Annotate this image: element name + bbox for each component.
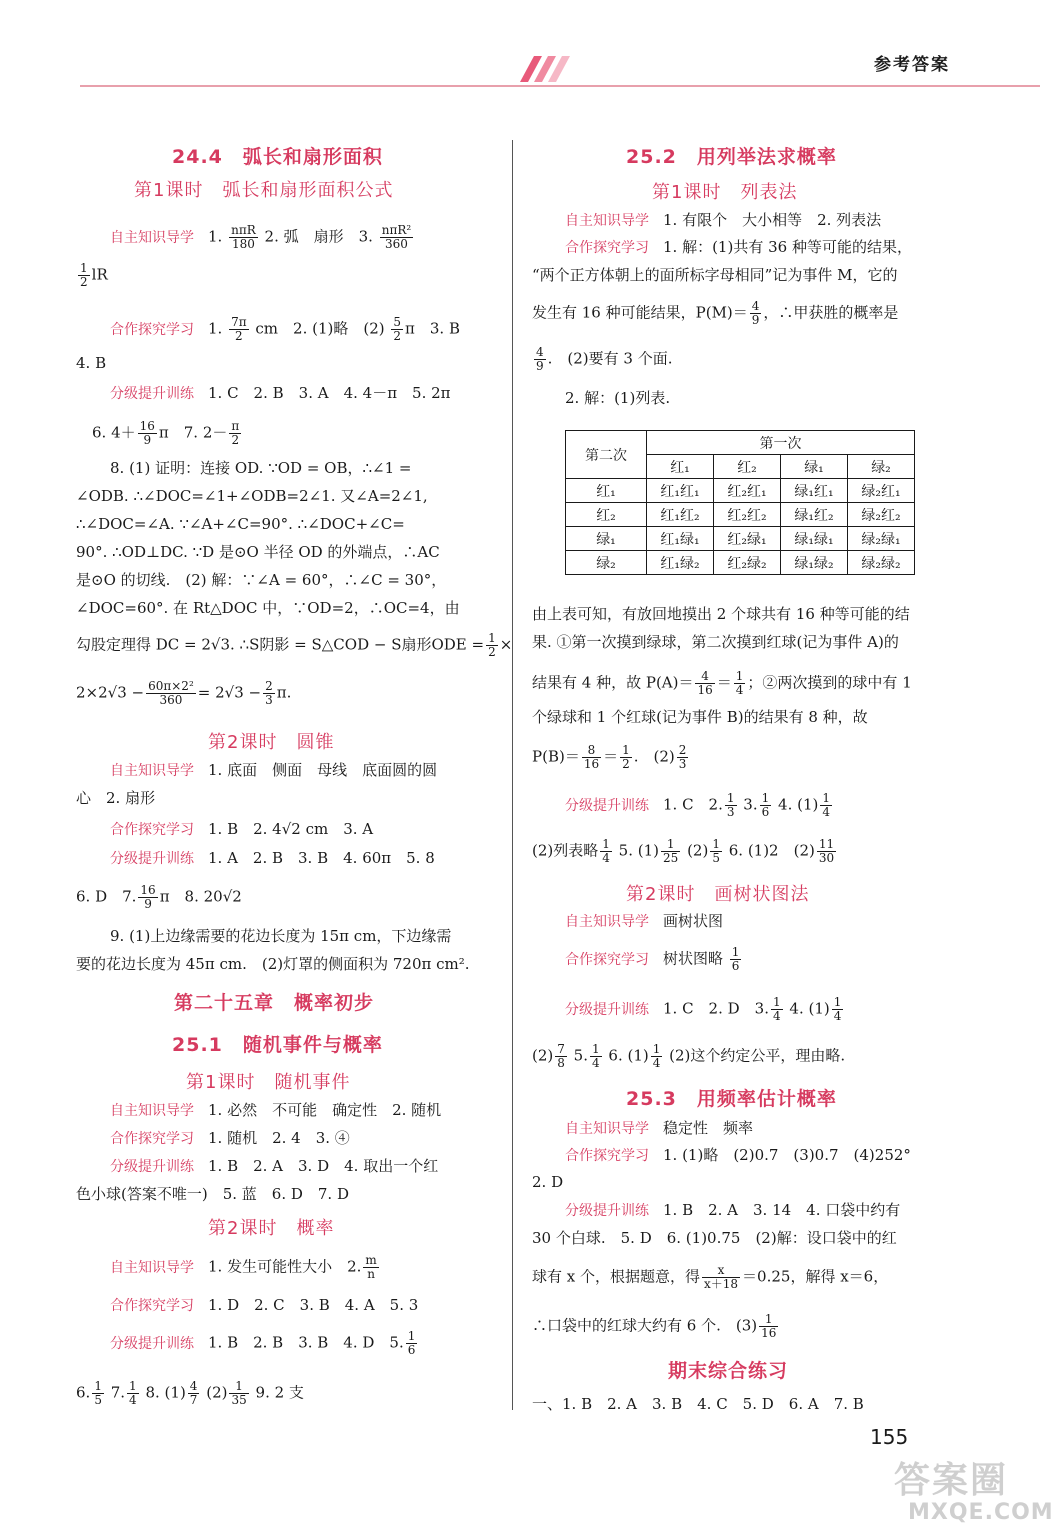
solution-line: P(B)＝ $\frac{8}{16}$ ＝ $\frac{1}{2}$ . (2) $\frac{2}{3}$ <box>532 743 687 771</box>
label-hezuo: 合作探究学习 <box>110 1298 194 1314</box>
solution-line: ∴口袋中的红球大约有 6 个. (3) $\frac{1}{16}$ <box>532 1312 777 1340</box>
answer-line: 一、1. B 2. A 3. B 4. C 5. D 6. A 7. B <box>532 1395 864 1413</box>
answer-line: 合作探究学习 1. D 2. C 3. B 4. A 5. 3 <box>110 1296 419 1314</box>
answer-line: 分级提升训练 1. A 2. B 3. B 4. 60π 5. 8 <box>110 849 435 867</box>
solution-line: 由上表可知，有放回地摸出 2 个球共有 16 种等可能的结 <box>532 605 910 623</box>
answer-line: 心 2. 扇形 <box>76 789 156 807</box>
answer-line: 自主知识导学 1. 必然 不可能 确定性 2. 随机 <box>110 1101 442 1119</box>
table-cell: 绿₁红₁ <box>781 479 848 503</box>
answer-line: 自主知识导学 1. 发生可能性大小 2. $\frac{m}{n}$ <box>110 1253 377 1281</box>
label-zizhu: 自主知识导学 <box>565 213 649 229</box>
table-row <box>566 503 915 527</box>
solution-line: “两个正方体朝上的面所标字母相同”记为事件 M，它的 <box>532 266 898 284</box>
solution-line: 个绿球和 1 个红球(记为事件 B)的结果有 8 种，故 <box>532 708 868 726</box>
answer-line: 分级提升训练 1. B 2. B 3. B 4. D 5. $\frac{1}{6}$ <box>110 1329 416 1357</box>
table-cell: 绿₁绿₂ <box>781 551 848 575</box>
label-fenji: 分级提升训练 <box>110 1335 194 1352</box>
table-cell: 绿₂绿₂ <box>848 551 915 575</box>
label-hezuo: 合作探究学习 <box>110 822 194 838</box>
answer-line: 合作探究学习 1. (1)略 (2)0.7 (3)0.7 (4)252° <box>565 1146 911 1164</box>
section-title-24-4: 24.4 弧长和扇形面积 <box>172 146 383 168</box>
table-col-header: 绿₂ <box>848 455 915 479</box>
table-cell: 绿₂红₂ <box>848 503 915 527</box>
answer-line: 自主知识导学 稳定性 频率 <box>565 1119 754 1137</box>
column-divider <box>512 140 513 1410</box>
solution-line: 果. ①第一次摸到绿球，第二次摸到红球(记为事件 A)的 <box>532 633 899 651</box>
label-zizhu: 自主知识导学 <box>565 914 649 930</box>
solution-line: ∠DOC=60°. 在 Rt△DOC 中，∵OD=2，∴OC=4，由 <box>76 599 460 617</box>
table-cell: 红₂绿₂ <box>714 551 781 575</box>
label-zizhu: 自主知识导学 <box>110 1259 194 1276</box>
answer-line: 合作探究学习 1. B 2. 4√2 cm 3. A <box>110 820 374 838</box>
answer-line: 合作探究学习 1. $\frac{7\pi}{2}$ cm 2. (1)略 (2) $\frac{5}{2}$ π 3. B <box>110 315 460 343</box>
label-zizhu: 自主知识导学 <box>110 229 194 246</box>
table-cell: 红₂红₂ <box>714 503 781 527</box>
table-cell: 绿₂红₁ <box>848 479 915 503</box>
table-row-header: 红₁ <box>566 479 647 503</box>
table-row <box>566 479 915 503</box>
table-cell: 红₂绿₁ <box>714 527 781 551</box>
answer-line: 6. D 7. $\frac{16}{9}$ π 8. 20√2 <box>76 883 242 911</box>
table-row-header: 绿₁ <box>566 527 647 551</box>
label-hezuo: 合作探究学习 <box>565 951 649 968</box>
table-top-header: 第一次 <box>647 431 915 455</box>
solution-line: 90°. ∴OD⊥DC. ∵D 是⊙O 半径 OD 的外端点，∴AC <box>76 543 440 561</box>
label-fenji: 分级提升训练 <box>565 797 649 814</box>
answer-line: 色小球(答案不唯一) 5. 蓝 6. D 7. D <box>76 1185 349 1203</box>
answer-line: $\frac{1}{2}$ lR <box>80 261 108 289</box>
section-title-25-3: 25.3 用频率估计概率 <box>626 1088 837 1110</box>
solution-line: 结果有 4 种，故 P(A)＝ $\frac{4}{16}$ ＝ $\frac{1}{4}$ ；②两次摸到的球中有 1 <box>532 669 912 697</box>
label-hezuo: 合作探究学习 <box>565 240 649 256</box>
lesson-title-24-4-1: 第1课时 弧长和扇形面积公式 <box>134 180 394 201</box>
answer-line: (2) $\frac{7}{8}$ 5. $\frac{1}{4}$ 6. (1) $\frac{1}{4}$ (2)这个约定公平，理由略. <box>532 1042 846 1070</box>
lesson-title-25-2-2: 第2课时 画树状图法 <box>626 884 810 905</box>
label-hezuo: 合作探究学习 <box>565 1148 649 1164</box>
answer-line: 分级提升训练 1. C 2. B 3. A 4. 4－π 5. 2π <box>110 384 451 402</box>
table-cell: 红₂红₁ <box>714 479 781 503</box>
page-number: 155 <box>870 1425 909 1449</box>
answer-line: 自主知识导学 1. 底面 侧面 母线 底面圆的圆 <box>110 761 438 779</box>
table-col-header: 红₂ <box>714 455 781 479</box>
answer-line: 合作探究学习 1. 解：(1)共有 36 种等可能的结果， <box>565 238 912 256</box>
table-cell: 绿₁绿₁ <box>781 527 848 551</box>
lesson-title-25-1-2: 第2课时 概率 <box>208 1218 335 1239</box>
label-fenji: 分级提升训练 <box>110 386 194 402</box>
table-row-header: 红₂ <box>566 503 647 527</box>
label-zizhu: 自主知识导学 <box>110 1103 194 1119</box>
table-row-header: 绿₂ <box>566 551 647 575</box>
table-cell: 红₁红₂ <box>647 503 714 527</box>
solution-line: ∠ODB. ∴∠DOC=∠1+∠ODB=2∠1. 又∠A=2∠1, <box>76 487 428 505</box>
lesson-title-25-2-1: 第1课时 列表法 <box>652 182 798 203</box>
label-fenji: 分级提升训练 <box>110 1159 194 1175</box>
watermark-logo: 答案圈 MXQE.COM <box>894 1460 1054 1525</box>
solution-line: 是⊙O 的切线. (2) 解：∵∠A = 60°，∴∠C = 30°， <box>76 571 447 589</box>
answer-line: 6. 4＋ $\frac{16}{9}$ π 7. 2－ $\frac{\pi}{2}$ <box>92 419 240 447</box>
label-zizhu: 自主知识导学 <box>565 1121 649 1137</box>
chapter-title-25: 第二十五章 概率初步 <box>174 992 375 1014</box>
table-cell: 红₁红₁ <box>647 479 714 503</box>
solution-line: 2×2√3 − $\frac{\text{60π×2²}}{360}$ = 2√3 − $\frac{2}{3}$ π. <box>76 679 292 707</box>
solution-line: 要的花边长度为 45π cm. (2)灯罩的侧面积为 720π cm². <box>76 955 470 973</box>
header-title: 参考答案 <box>874 55 950 75</box>
table-row <box>566 527 915 551</box>
solution-line: 2. 解：(1)列表. <box>565 389 671 407</box>
answer-line: 分级提升训练 1. B 2. A 3. D 4. 取出一个红 <box>110 1157 439 1175</box>
table-col-header: 红₁ <box>647 455 714 479</box>
section-title-25-2: 25.2 用列举法求概率 <box>626 146 837 168</box>
solution-line: $\frac{4}{9}$ . (2)要有 3 个面. <box>536 345 673 373</box>
label-fenji: 分级提升训练 <box>110 851 194 867</box>
solution-line: 30 个白球. 5. D 6. (1)0.75 (2)解：设口袋中的红 <box>532 1229 897 1247</box>
answer-line: 合作探究学习 树状图略 $\frac{1}{6}$ <box>565 945 740 973</box>
section-title-25-1: 25.1 随机事件与概率 <box>172 1034 383 1056</box>
header-decoration-icon <box>512 56 572 82</box>
solution-line: 发生有 16 种可能结果，P(M)＝ $\frac{4}{9}$ ，∴甲获胜的概率是 <box>532 299 899 327</box>
label-hezuo: 合作探究学习 <box>110 1131 194 1147</box>
solution-line: 8. (1) 证明：连接 OD. ∵OD = OB，∴∠1 = <box>110 459 412 477</box>
answer-line: (2)列表略 $\frac{1}{4}$ 5. (1) $\frac{1}{25}$ (2) $\frac{1}{5}$ 6. (1)2 (2) $\frac{11}{30}$ <box>532 837 835 865</box>
final-practice-title: 期末综合练习 <box>668 1360 789 1382</box>
answer-line: 分级提升训练 1. C 2. D 3. $\frac{1}{4}$ 4. (1) $\frac{1}{4}$ <box>565 995 842 1023</box>
answer-line: 自主知识导学 1. 有限个 大小相等 2. 列表法 <box>565 211 882 229</box>
answer-line: 2. D <box>532 1173 564 1191</box>
lesson-title-24-4-2: 第2课时 圆锥 <box>208 732 335 753</box>
table-cell: 绿₂绿₁ <box>848 527 915 551</box>
solution-line: 球有 x 个，根据题意，得 $\frac{x}{x+18}$ ＝0.25，解得 x＝6， <box>532 1263 889 1291</box>
solution-line: ∴∠DOC=∠A. ∵∠A+∠C=90°. ∴∠DOC+∠C= <box>76 515 405 533</box>
label-fenji: 分级提升训练 <box>565 1001 649 1018</box>
answer-line: 合作探究学习 1. 随机 2. 4 3. ④ <box>110 1129 350 1147</box>
table-cell: 绿₁红₂ <box>781 503 848 527</box>
answer-line: 分级提升训练 1. B 2. A 3. 14 4. 口袋中约有 <box>565 1201 901 1219</box>
outcome-table <box>565 430 915 575</box>
label-fenji: 分级提升训练 <box>565 1203 649 1219</box>
table-cell: 红₁绿₁ <box>647 527 714 551</box>
solution-line: 9. (1)上边缘需要的花边长度为 15π cm，下边缘需 <box>110 927 452 945</box>
label-zizhu: 自主知识导学 <box>110 763 194 779</box>
answer-line: 分级提升训练 1. C 2. $\frac{1}{3}$ 3. $\frac{1}{6}$ 4. (1) $\frac{1}{4}$ <box>565 791 830 819</box>
header-rule <box>80 85 1040 87</box>
answer-line: 6. $\frac{1}{5}$ 7. $\frac{1}{4}$ 8. (1) $\frac{4}{7}$ (2) $\frac{1}{35}$ 9. 2 支 <box>76 1379 304 1407</box>
answer-line: 4. B <box>76 354 107 372</box>
table-cell: 红₁绿₂ <box>647 551 714 575</box>
answer-line: 自主知识导学 1. $\frac{\text{nπR}}{180}$ 2. 弧 扇形 3. $\frac{\text{nπR²}}{360}$ <box>110 223 412 251</box>
label-hezuo: 合作探究学习 <box>110 321 194 338</box>
answer-line: 自主知识导学 画树状图 <box>565 912 724 930</box>
lesson-title-25-1-1: 第1课时 随机事件 <box>186 1072 351 1093</box>
table-col-header: 绿₁ <box>781 455 848 479</box>
solution-line: 勾股定理得 DC = 2√3. ∴S阴影 = S△COD − S扇形ODE = $\frac{1}{2}$ × <box>76 631 513 659</box>
table-row <box>566 551 915 575</box>
table-corner: 第二次 <box>566 431 647 479</box>
